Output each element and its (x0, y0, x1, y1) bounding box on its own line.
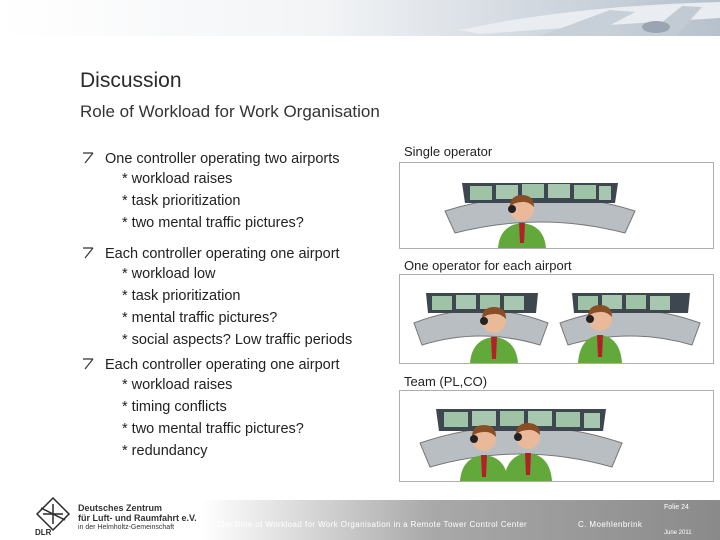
airplane-icon (420, 0, 720, 36)
date: June 2011 (664, 530, 692, 536)
panel-two-operators (399, 274, 714, 364)
org-line-2: für Luft- und Raumfahrt e.V. (78, 513, 197, 523)
two-operators-illustration (400, 275, 713, 363)
single-operator-illustration (400, 163, 713, 248)
org-line-3: in der Helmholtz-Gemeinschaft (78, 524, 175, 531)
slide-number: Folie 24 (664, 504, 689, 511)
list-item: * mental traffic pictures? (122, 310, 278, 326)
bullet-block-3 (82, 356, 340, 462)
presentation-title: The Role of Workload for Work Organisation in a Remote Tower Control Center (217, 520, 528, 529)
dlr-logo-icon (33, 490, 73, 536)
list-item: * social aspects? Low traffic periods (122, 332, 353, 348)
panel-team (399, 390, 714, 482)
list-item: * workload raises (122, 377, 233, 393)
team-illustration (400, 391, 713, 481)
panel-label-single-operator: Single operator (404, 144, 493, 159)
panel-label-two-operators: One operator for each airport (404, 258, 572, 273)
list-item: * two mental traffic pictures? (122, 215, 304, 231)
arrow-bullet-icon (82, 358, 95, 371)
arrow-bullet-icon (82, 247, 95, 260)
arrow-bullet-icon (82, 152, 95, 165)
logo-text: DLR (35, 528, 52, 536)
panel-label-team: Team (PL,CO) (404, 374, 488, 389)
list-item: * redundancy (122, 443, 208, 459)
list-item: * task prioritization (122, 193, 241, 209)
bullet-heading: Each controller operating one airport (105, 246, 340, 262)
list-item: * timing conflicts (122, 399, 227, 415)
list-item: * task prioritization (122, 288, 241, 304)
list-item: * workload raises (122, 171, 233, 187)
author: C. Moehlenbrink (578, 520, 643, 529)
list-item: * two mental traffic pictures? (122, 421, 304, 437)
slide-title: Discussion (80, 69, 182, 92)
slide-subtitle: Role of Workload for Work Organisation (80, 102, 380, 121)
header-banner (0, 0, 720, 36)
list-item: * workload low (122, 266, 216, 282)
org-name (78, 503, 197, 533)
org-line-1: Deutsches Zentrum (78, 503, 163, 513)
panel-single-operator (399, 162, 714, 249)
bullet-block-1 (82, 150, 340, 234)
bullet-block-2 (82, 245, 352, 351)
bullet-heading: One controller operating two airports (105, 151, 340, 167)
bullet-heading: Each controller operating one airport (105, 357, 340, 373)
